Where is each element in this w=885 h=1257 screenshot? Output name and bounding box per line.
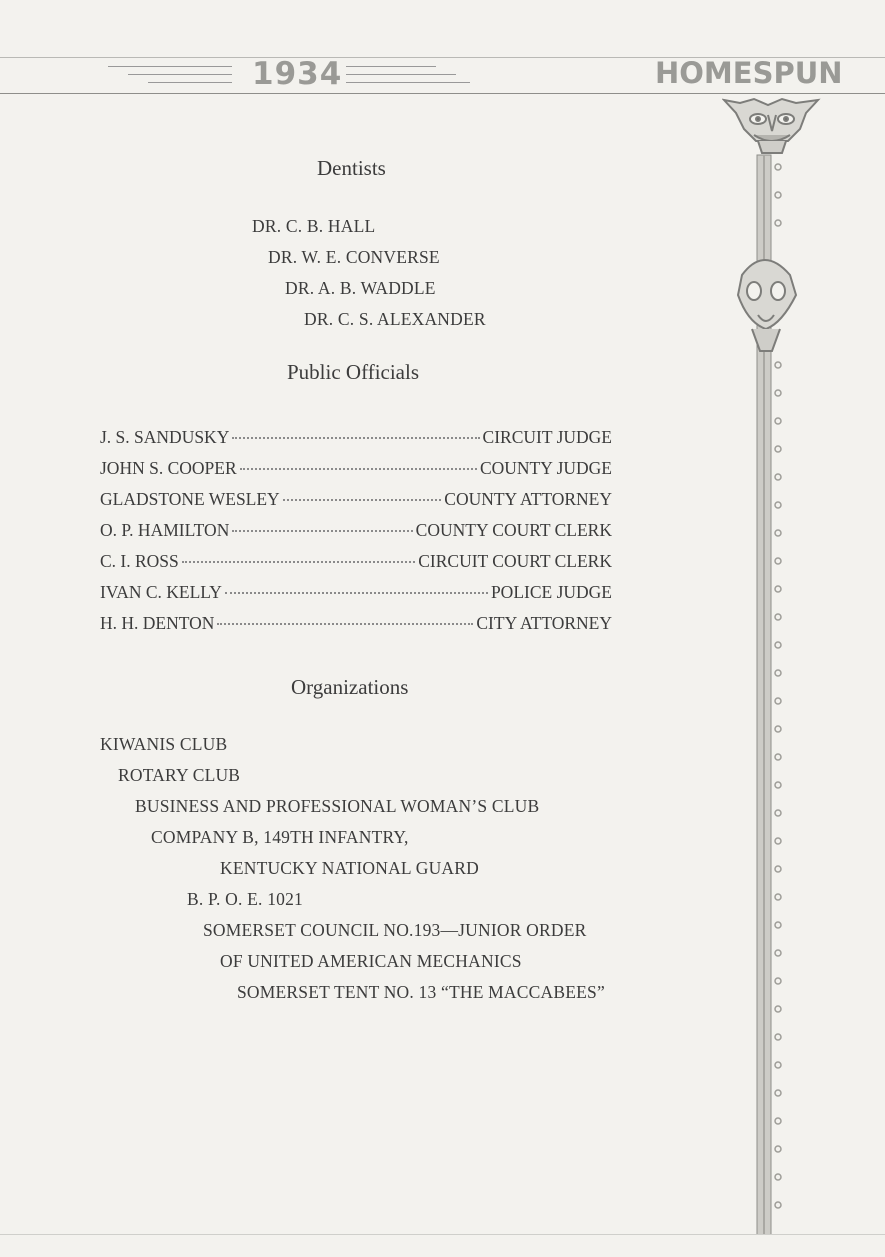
header-year-right-rule-2 bbox=[346, 74, 456, 75]
dot-leader bbox=[232, 530, 412, 532]
header-bottom-rule bbox=[0, 93, 885, 94]
official-office: COUNTY COURT CLERK bbox=[415, 520, 612, 540]
page-bottom-edge bbox=[0, 1234, 885, 1235]
header-year-left-rule-2 bbox=[128, 74, 232, 75]
organization-line: COMPANY B, 149TH INFANTRY, bbox=[151, 827, 409, 847]
official-office: POLICE JUDGE bbox=[490, 582, 612, 602]
dot-leader bbox=[225, 592, 488, 594]
official-office: CIRCUIT JUDGE bbox=[482, 427, 612, 447]
header-year-left-rule-3 bbox=[148, 82, 232, 83]
officials-heading: Public Officials bbox=[287, 360, 420, 384]
totem-pole-ornament bbox=[722, 95, 822, 1235]
official-row bbox=[100, 520, 612, 544]
dot-leader bbox=[182, 561, 415, 563]
official-row bbox=[100, 582, 612, 606]
official-name: H. H. DENTON bbox=[100, 613, 215, 633]
header-year-right-rule-1 bbox=[346, 66, 436, 67]
dot-leader bbox=[283, 499, 442, 501]
official-name: GLADSTONE WESLEY bbox=[100, 489, 280, 509]
official-name: C. I. ROSS bbox=[100, 551, 179, 571]
organization-line: SOMERSET COUNCIL NO.193—JUNIOR ORDER bbox=[203, 920, 587, 940]
organization-line: OF UNITED AMERICAN MECHANICS bbox=[220, 951, 522, 971]
official-office: CITY ATTORNEY bbox=[476, 613, 612, 633]
top-mask-icon bbox=[724, 99, 818, 153]
organization-line: B. P. O. E. 1021 bbox=[187, 889, 303, 909]
dot-leader bbox=[232, 437, 479, 439]
header-year-right-rule-3 bbox=[346, 82, 470, 83]
official-row bbox=[100, 489, 612, 513]
dentist-name: DR. C. B. HALL bbox=[252, 216, 376, 236]
official-office: COUNTY JUDGE bbox=[479, 458, 612, 478]
header-year-left-rule-1 bbox=[108, 66, 232, 67]
dentist-name: DR. W. E. CONVERSE bbox=[268, 247, 440, 267]
middle-mask-icon bbox=[738, 260, 796, 351]
official-office: CIRCUIT COURT CLERK bbox=[418, 551, 612, 571]
official-office: COUNTY ATTORNEY bbox=[444, 489, 612, 509]
organization-line: SOMERSET TENT NO. 13 “THE MACCABEES” bbox=[237, 982, 605, 1002]
official-row bbox=[100, 613, 612, 637]
official-row bbox=[100, 458, 612, 482]
organization-line: KIWANIS CLUB bbox=[100, 734, 228, 754]
header-brand-title: HOMESPUN bbox=[655, 56, 843, 90]
official-name: J. S. SANDUSKY bbox=[100, 427, 230, 447]
organization-line: BUSINESS AND PROFESSIONAL WOMAN’S CLUB bbox=[135, 796, 540, 816]
dentists-heading: Dentists bbox=[317, 156, 386, 180]
dentist-name: DR. A. B. WADDLE bbox=[285, 278, 436, 298]
organizations-heading: Organizations bbox=[291, 675, 409, 699]
official-name: O. P. HAMILTON bbox=[100, 520, 230, 540]
official-row bbox=[100, 427, 612, 451]
official-name: JOHN S. COOPER bbox=[100, 458, 237, 478]
dot-leader bbox=[240, 468, 477, 470]
organization-line: ROTARY CLUB bbox=[118, 765, 241, 785]
header-year: 1934 bbox=[252, 56, 343, 92]
official-name: IVAN C. KELLY bbox=[100, 582, 222, 602]
official-row bbox=[100, 551, 612, 575]
dentist-name: DR. C. S. ALEXANDER bbox=[304, 309, 486, 329]
organization-line: KENTUCKY NATIONAL GUARD bbox=[220, 858, 479, 878]
dot-leader bbox=[217, 623, 473, 625]
